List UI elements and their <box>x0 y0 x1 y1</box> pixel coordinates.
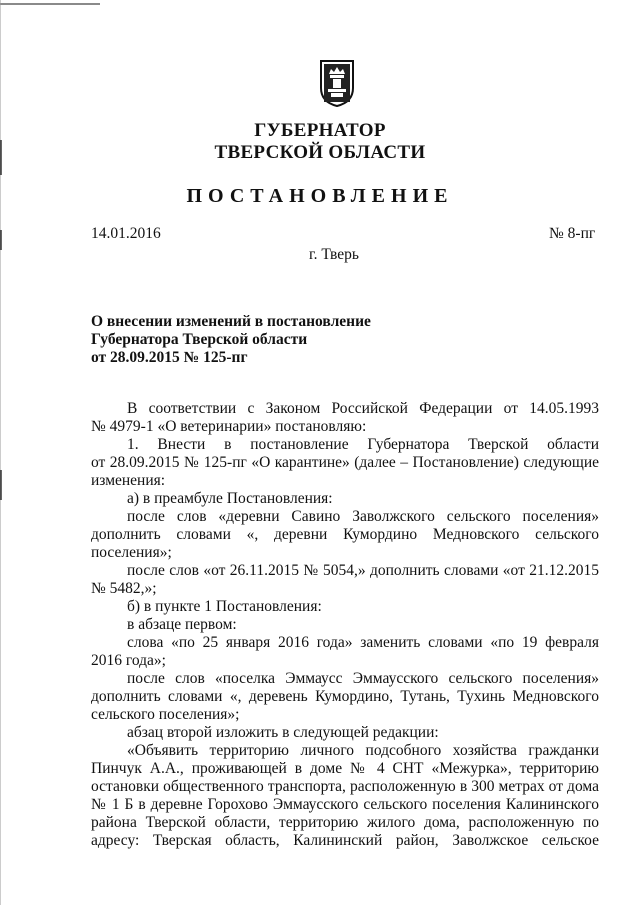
body-line: в абзаце первом: <box>127 616 237 633</box>
document-number: № 8-пг <box>549 225 596 242</box>
body-line: изменения: <box>91 472 166 489</box>
authority-title-line1: ГУБЕРНАТОР <box>254 120 386 141</box>
body-line: № 5482,»; <box>91 580 157 597</box>
body-line: поселения»; <box>91 544 172 561</box>
body-line: 2016 года»; <box>91 652 166 669</box>
body-line: района Тверской области, территорию жилого дома, расположенную по <box>91 814 599 831</box>
body-line: после слов «поселка Эммаусс Эммаусского сельского поселения» <box>127 670 599 687</box>
body-line: абзац второй изложить в следующей редакции: <box>127 724 439 741</box>
body-line: адресу: Тверская область, Калининский район, Заволжское сельское <box>91 832 599 849</box>
body-line: 1. Внести в постановление Губернатора Тверской области <box>127 436 599 453</box>
subject-line: от 28.09.2015 № 125-пг <box>91 349 248 366</box>
body-line: Пинчук А.А., проживающей в доме № 4 СНТ «Межурка», территорию <box>91 760 599 777</box>
subject-line: О внесении изменений в постановление <box>91 313 371 330</box>
tver-oblast-coat-of-arms-icon <box>318 58 356 108</box>
document-type-title: ПОСТАНОВЛЕНИЕ <box>186 185 454 207</box>
document-city: г. Тверь <box>309 246 359 263</box>
body-line: остановки общественного транспорта, расположенную в 300 метрах от дома <box>91 778 599 795</box>
body-line: а) в преамбуле Постановления: <box>127 490 333 507</box>
body-line: дополнить словами «, деревень Кумордино, Тутань, Тухинь Медновского <box>91 688 599 705</box>
body-line: В соответствии с Законом Российской Федерации от 14.05.1993 <box>127 400 599 417</box>
body-line: дополнить словами «, деревни Кумордино Медновского сельского <box>91 526 599 543</box>
body-line: № 1 Б в деревне Горохово Эммаусского сельского поселения Калининского <box>91 796 599 813</box>
body-line: сельского поселения»; <box>91 706 240 723</box>
body-line: б) в пункте 1 Постановления: <box>127 598 322 615</box>
subject-line: Губернатора Тверской области <box>91 331 308 348</box>
body-line: после слов «деревни Савино Заволжского сельского поселения» <box>127 508 599 525</box>
authority-title-line2: ТВЕРСКОЙ ОБЛАСТИ <box>214 142 426 163</box>
body-line: от 28.09.2015 № 125-пг «О карантине» (далее – Постановление) следующие <box>91 454 599 471</box>
document-date: 14.01.2016 <box>91 225 161 242</box>
body-line: слова «по 25 января 2016 года» заменить словами «по 19 февраля <box>127 634 599 651</box>
body-line: № 4979-1 «О ветеринарии» постановляю: <box>91 418 367 435</box>
body-line: после слов «от 26.11.2015 № 5054,» дополнить словами «от 21.12.2015 <box>127 562 599 579</box>
body-line: «Объявить территорию личного подсобного хозяйства гражданки <box>127 742 599 759</box>
